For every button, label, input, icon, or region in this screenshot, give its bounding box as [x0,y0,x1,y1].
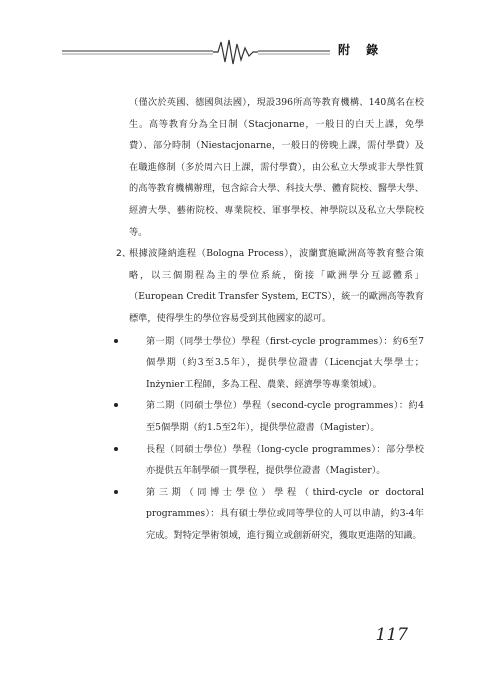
page-number: 117 [375,625,408,645]
bullet-list [104,331,424,547]
bullet-text: 第三期（同博士學位）學程（third-cycle or doctoral programmes）：具有碩士學位或同等學位的人可以申請，約3-4年完成。對特定學術領域，進行獨立或創新研究，獲取更進階的知識。 [146,486,424,541]
bullet-item-third-cycle [146,482,424,547]
bullet-text: 第一期（同學士學位）學程（first-cycle programmes）：約6至7個學期（約3至3.5年），提供學位證書（Licencjat大學學士；Inżynier工程師，多為工程、農業、經濟學等專業領域）。 [146,335,424,390]
bullet-icon [114,490,118,494]
header-waveform-icon [0,38,480,68]
bullet-icon [114,403,118,407]
bullet-item-first-cycle [146,331,424,396]
page-header [0,38,480,68]
header-title: 附 錄 [338,43,385,57]
bullet-text: 長程（同碩士學位）學程（long-cycle programmes）：部分學校亦提供五年制學碩一貫學程，提供學位證書（Magister）。 [146,443,424,477]
bullet-item-long-cycle [146,439,424,482]
list-item-2 [104,243,424,329]
page-body [104,92,424,546]
paragraph-continuation: （僅次於英國、德國與法國），現設396所高等教育機構、140萬名在校生。高等教育分為全日制（Stacjonarne，一般日的白天上課，免學費）、部分時制（Niestacjonarne，一般日的傍晚上課，需付學費）及在職進修制（多於周六日上課，需付學費），由公私立大學或非大學性質的高等教育機構辦理，包含綜合大學、科技大學、體育院校、醫學大學、經濟大學、藝術院校、專業院校、軍事學校、神學院以及私立大學院校等。 [129,97,424,238]
list-item-number: 2、 [116,248,132,260]
list-item-text: 根據波隆納進程（Bologna Process），波蘭實施歐洲高等教育整合策略，以三個期程為主的學位系統，銜接「歐洲學分互認體系」（European Credit Transfer System, ECTS），統一的歐洲高等教育標準，使得學生的學位容易受到其他國家的認可。 [129,248,424,324]
bullet-icon [114,339,118,343]
bullet-item-second-cycle [146,395,424,438]
bullet-text: 第二期（同碩士學位）學程（second-cycle programmes）：約4至5個學期（約1.5至2年），提供學位證書（Magister）。 [146,400,424,433]
bullet-icon [114,447,118,451]
